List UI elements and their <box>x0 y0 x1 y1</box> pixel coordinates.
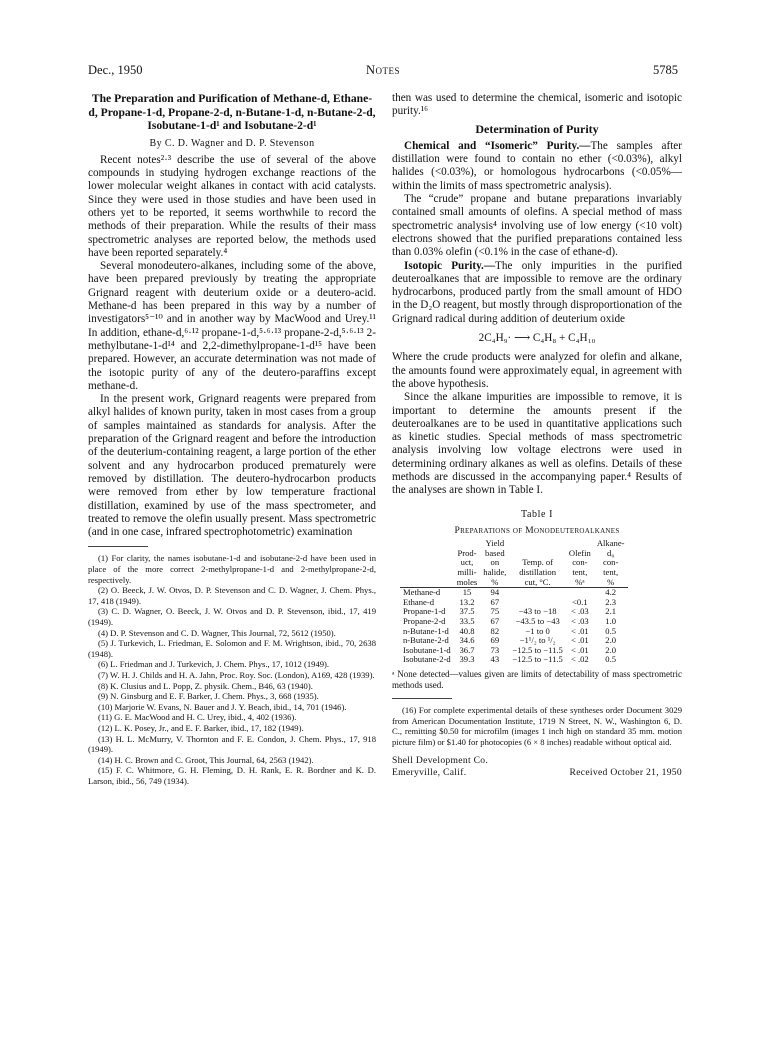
table-caption: Table I <box>520 508 554 520</box>
paragraph-previous-work: Several monodeutero-alkanes, including some of the above, have been prepared previously by treating the appropriate Grignard reagent with deuterium oxide or a deutero-acid. Methane-d has been prepared in this way by a number of investigators⁵⁻¹⁰ and in another way by MacWood and Urey.¹¹ In addition, ethane-d,⁶·¹² propane-1-d,⁵·⁶·¹³ propane-2-d,⁵·⁶·¹³ 2-methylbutane-1-d¹⁴ and 2,2-dimethylpropane-1-d¹⁵ have been prepared. However, an accurate determination was not made of the isotopic purity of any of the deutero-paraffins except methane-d. <box>88 260 376 392</box>
footnote: (6) L. Friedman and J. Turkevich, J. Chem. Phys., 17, 1012 (1949). <box>98 659 330 670</box>
footnote: (14) H. C. Brown and C. Groot, This Journal, 64, 2563 (1942). <box>98 754 314 765</box>
table-cell: Ethane-d <box>403 596 435 607</box>
paragraph-where: Where the crude products were analyzed for olefin and alkane, the amounts found were approximately equal, in agreement with the above hypothesis. <box>392 351 682 390</box>
table-cell: Methane-d <box>403 587 441 598</box>
table-cell: n-Butane-1-d <box>403 625 449 636</box>
table-cell: −1 to 0 <box>525 625 550 636</box>
run-in-heading-chemical: Chemical and “Isomeric” Purity.— <box>404 139 591 152</box>
table-cell: n-Butane-2-d <box>403 635 449 646</box>
table-cell: −12.5 to −11.5 <box>512 654 563 665</box>
table-row <box>400 588 628 598</box>
table-cell: < .03 <box>570 615 589 626</box>
footnote: (1) For clarity, the names isobutane-1-d and isobutane-2-d have been used in place of the more correct 2-methylpropane-1-d and 2-methylpropane-2-d, respectively. <box>88 553 376 585</box>
affiliation-company: Shell Development Co. <box>392 755 489 767</box>
footnote-divider <box>88 546 148 547</box>
table-cell: 67 <box>490 615 500 626</box>
table-cell: < .02 <box>570 654 589 665</box>
footnote: (8) K. Clusius and L. Popp, Z. physik. Chem., B46, 63 (1940). <box>98 680 313 691</box>
page-header <box>88 63 678 79</box>
table-cell: 2.1 <box>605 606 617 617</box>
footnote-16 <box>392 705 682 747</box>
table-cell: Isobutane-1-d <box>403 644 451 655</box>
table-cell: −43.5 to −43 <box>515 615 560 626</box>
table-cell: 0.5 <box>605 625 617 636</box>
table-cell: < .03 <box>570 606 589 617</box>
footnote: (5) J. Turkevich, L. Friedman, E. Solomon and F. M. Wrightson, ibid., 70, 2638 (1948). <box>88 638 376 659</box>
table-cell: 15 <box>462 587 472 598</box>
table-cell: 0.5 <box>605 654 617 665</box>
header-page-number: 5785 <box>653 63 678 77</box>
table-cell: 73 <box>490 644 500 655</box>
table-cell: Propane-1-d <box>403 606 446 617</box>
table-cell: 39.3 <box>459 654 475 665</box>
table-cell <box>509 588 565 598</box>
equation: 2C₄H₉· ⟶ C₄H₈ + C₄H₁₀ <box>478 332 596 345</box>
paragraph-text: The samples after distillation were found to contain no ether (<0.03%), alkyl halides (<0.03%), or homologous hydrocarbons (<0.05%—within the limits of mass spectrometric analysis). <box>392 139 682 192</box>
paragraph-crude: The “crude” propane and butane preparations invariably contained small amounts of olefins. A special method of mass spectrometric analysis⁴ involving use of low energy (<10 volt) electrons showed that the purified preparations contained less than 0.03% olefin (<0.1% in the case of ethane-d). <box>392 193 682 259</box>
received-date: Received October 21, 1950 <box>569 767 682 779</box>
table-header-cell: Temp. of distillation cut, °C. <box>509 539 565 587</box>
table-row <box>400 655 628 665</box>
footnotes <box>88 553 376 786</box>
table-body <box>400 588 628 665</box>
table-header-cell <box>400 539 454 587</box>
table-cell: <0.1 <box>572 596 588 607</box>
footnote: (3) C. D. Wagner, O. Beeck, J. W. Otvos and D. P. Stevenson, ibid., 17, 419 (1949). <box>88 606 376 627</box>
table-cell: 40.8 <box>459 625 475 636</box>
table-cell: < .01 <box>570 625 589 636</box>
table-header-cell: Alkane- d₀ con- tent, % <box>594 539 628 587</box>
table-cell: −1¹/₂ to ¹/₂ <box>519 635 556 646</box>
table-cell: 69 <box>490 635 500 646</box>
table-cell: 4.2 <box>605 587 617 598</box>
table-cell: < .01 <box>570 644 589 655</box>
article-title: The Preparation and Purification of Methane-d, Ethane-d, Propane-1-d, Propane-2-d, n-Butane-1-d, n-Butane-2-d, Isobutane-1-d¹ and Isobutane-2-d¹ <box>88 92 376 132</box>
paragraph-continued: then was used to determine the chemical, isomeric and isotopic purity.¹⁶ <box>392 92 682 118</box>
table-header-cell: Prod- uct, milli- moles <box>454 539 481 587</box>
run-in-heading-isotopic: Isotopic Purity.— <box>404 259 496 272</box>
footnote: (9) N. Ginsburg and E. F. Barker, J. Chem. Phys., 3, 668 (1935). <box>98 691 319 702</box>
footnote: (7) W. H. J. Childs and H. A. Jahn, Proc. Roy. Soc. (London), A169, 428 (1939). <box>98 669 375 680</box>
table-cell: 2.0 <box>605 635 617 646</box>
table-cell: 1.0 <box>605 615 617 626</box>
table-cell: < .01 <box>570 635 589 646</box>
article-authors: By C. D. Wagner and D. P. Stevenson <box>149 137 315 149</box>
results-table <box>400 539 628 665</box>
table-cell: 2.0 <box>605 644 617 655</box>
left-column <box>88 92 376 786</box>
table-cell: 75 <box>490 606 500 617</box>
table-footnote: ᵃ None detected—values given are limits of detectability of mass spectrometric methods used. <box>392 668 682 690</box>
table-cell: 33.5 <box>459 615 475 626</box>
table-cell: 43 <box>490 654 500 665</box>
footnote: (15) F. C. Whitmore, G. H. Fleming, D. H. Rank, E. R. Bordner and K. D. Larson, ibid., 56, 749 (1934). <box>88 765 376 786</box>
footnote-divider <box>392 698 452 699</box>
table-cell: 34.6 <box>459 635 475 646</box>
table-cell: −43 to −18 <box>518 606 557 617</box>
footnote: (2) O. Beeck, J. W. Otvos, D. P. Stevenson and C. D. Wagner, J. Chem. Phys., 17, 418 (1949). <box>88 585 376 606</box>
footnote: (16) For complete experimental details of these syntheses order Document 3029 from American Documentation Institute, 1719 N Street, N. W., Washington 6, D. C., remitting $0.50 for microfilm (images 1 inch high on standard 35 mm. motion picture film) or $1.40 for photocopies (6 × 8 inches) readable without optical aid. <box>392 704 682 747</box>
table-cell: 94 <box>490 587 500 598</box>
affiliation-city: Emeryville, Calif. <box>392 767 467 779</box>
table-cell: −12.5 to −11.5 <box>512 644 563 655</box>
table-cell: 37.5 <box>459 606 475 617</box>
section-heading: Determination of Purity <box>475 121 599 136</box>
table-header-cell: Olefin con- tent, %ᵃ <box>566 539 594 587</box>
table-cell: Isobutane-2-d <box>403 654 451 665</box>
table-cell: 2.3 <box>605 596 617 607</box>
header-section: Notes <box>365 63 401 77</box>
footnote: (4) D. P. Stevenson and C. D. Wagner, This Journal, 72, 5612 (1950). <box>98 627 336 638</box>
right-column <box>392 92 682 779</box>
paragraph-chemical-purity <box>392 140 682 193</box>
table-cell: 13.2 <box>459 596 475 607</box>
table-subtitle: Preparations of Monodeuteroalkanes <box>454 524 620 536</box>
table-cell: 36.7 <box>459 644 475 655</box>
table-header-cell: Yield based on halide, % <box>480 539 509 587</box>
paragraph-isotopic-purity <box>392 260 682 326</box>
footnote: (13) H. L. McMurry, V. Thornton and F. E. Condon, J. Chem. Phys., 17, 918 (1949). <box>88 733 376 755</box>
table-cell: Propane-2-d <box>403 615 446 626</box>
table-cell: 82 <box>490 625 500 636</box>
footnote: (11) G. E. MacWood and H. C. Urey, ibid., 4, 402 (1936). <box>98 712 297 723</box>
affiliation-block <box>392 755 682 779</box>
table-cell: 67 <box>490 596 500 607</box>
paragraph-present-work: In the present work, Grignard reagents were prepared from alkyl halides of known purity, taken in most cases from a group of samples maintained as standards for analysis. After the preparation of the Grignard reagent and before the introduction of the deuterium-containing reagent, a large portion of the ether solvent and any hydrocarbon produced prematurely were removed by distillation. The deutero-hydrocarbon products were removed from ether by low temperature fractional distillation, examined by use of the mass spectrometer, and treated to remove the olefin usually present. Mass spectrometric (and in one case, infrared spectrophotometric) examination <box>88 393 376 539</box>
footnote: (10) Marjorie W. Evans, N. Bauer and J. Y. Beach, ibid., 14, 701 (1946). <box>98 701 347 712</box>
paragraph-intro: Recent notes²·³ describe the use of several of the above compounds in studying hydrogen exchange reactions of the lower molecular weight alkanes in contact with acid catalysts. Since they were used in those studies and have been used in others yet to be reported, it seems worthwhile to record the methods of their preparation. While the results of their mass spectrometric analyses are reported below, the methods used have been reported separately.⁴ <box>88 153 376 259</box>
footnote: (12) L. K. Posey, Jr., and E. F. Barker, ibid., 17, 182 (1949). <box>98 722 304 733</box>
paragraph-text: The only impurities in the purified deuteroalkanes that are impossible to remove are the ordinary hydrocarbons, produced partly from the small amount of HDO in the D₂O reagent, but mostly through disproportionation of the Grignard radical during addition of deuterium oxide <box>392 259 683 325</box>
paragraph-since: Since the alkane impurities are impossible to remove, it is important to determine the amounts present if the deuteroalkanes are to be used in quantitative applications such as kinetic studies. Special methods of mass spectrometric analysis involving low voltage electrons were used in determining ordinary alkanes as well as olefins. Details of these methods are discussed in the accompanying paper.⁴ Results of the analyses are shown in Table I. <box>392 391 682 497</box>
header-date: Dec., 1950 <box>88 63 143 77</box>
table-header-row <box>400 539 628 587</box>
